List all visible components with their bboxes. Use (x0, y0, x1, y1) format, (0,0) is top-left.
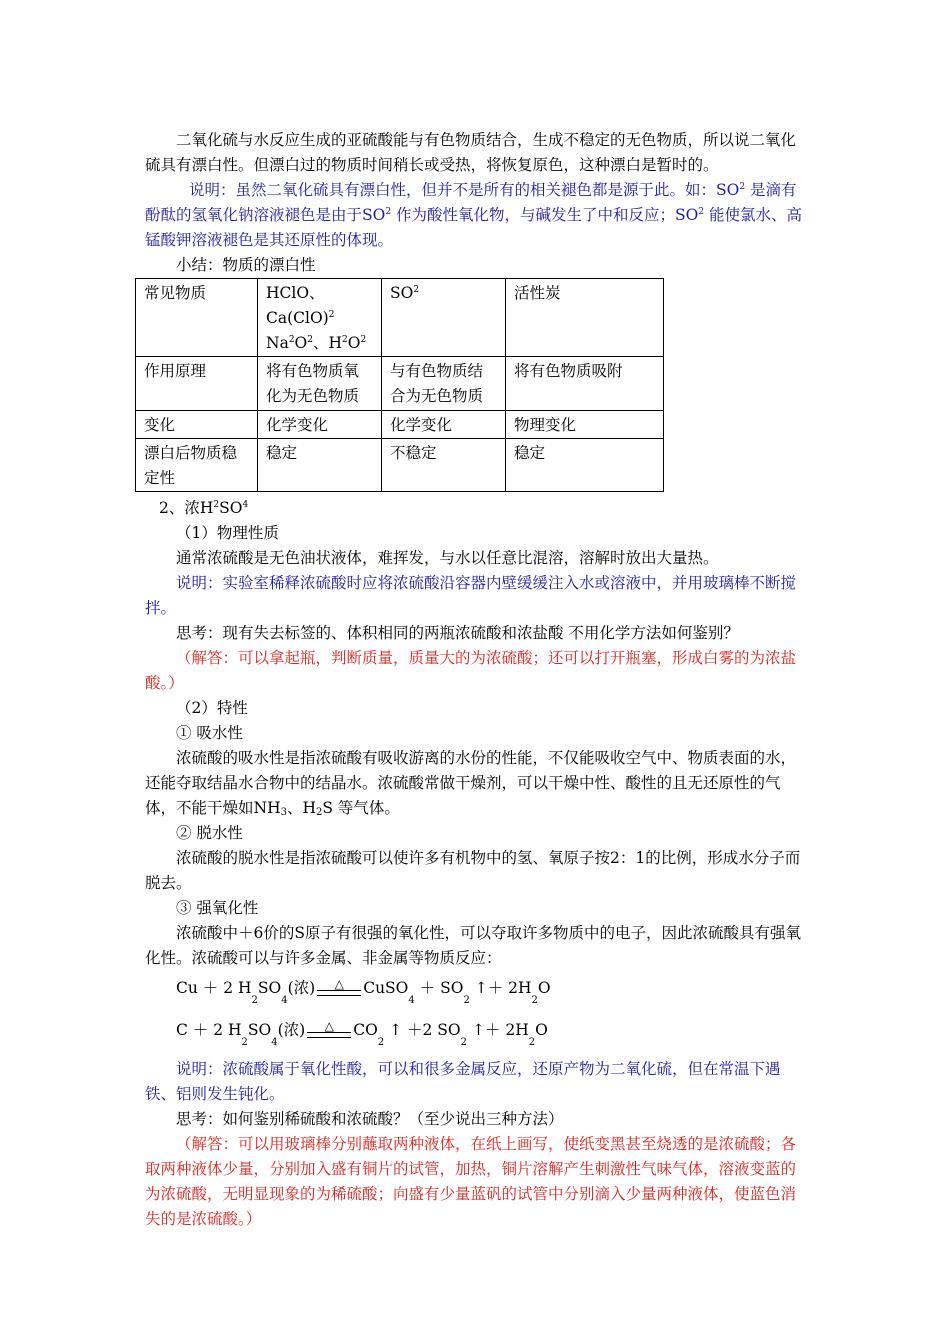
note-dilution: 说明：实验室稀释浓硫酸时应将浓硫酸沿容器内壁缓缓注入水或溶液中，并用玻璃棒不断搅拌。 (145, 574, 797, 617)
table-cell: 物理变化 (506, 411, 664, 439)
table-cell: 不稳定 (382, 439, 506, 492)
table-row (136, 279, 664, 357)
summary-heading: 小结：物质的漂白性 (176, 256, 316, 274)
subheading-physical: （1）物理性质 (176, 524, 279, 542)
table-row (136, 357, 664, 411)
table-cell: 作用原理 (136, 357, 258, 411)
bleaching-table (135, 278, 664, 492)
subheading-oxidizing: ③ 强氧化性 (176, 899, 259, 917)
table-cell: 稳定 (506, 439, 664, 492)
table-row (136, 411, 664, 439)
question-2: 思考：如何鉴别稀硫酸和浓硫酸？（至少说出三种方法） (176, 1110, 564, 1128)
paragraph-oxidizing: 浓硫酸中＋6价的S原子有很强的氧化性，可以夺取许多物质中的电子，因此浓硫酸具有强氧化性。浓硫酸可以与许多金属、非金属等物质反应： (145, 924, 801, 967)
table-cell: 活性炭 (506, 279, 664, 357)
paragraph-water-absorption: 浓硫酸的吸水性是指浓硫酸有吸收游离的水份的性能，不仅能吸收空气中、物质表面的水，还能夺取结晶水合物中的结晶水。浓硫酸常做干燥剂，可以干燥中性、酸性的且无还原性的气体，不能干燥如$NH_3$、$H_2S$ 等气体。 (145, 749, 797, 818)
paragraph-so2-bleaching: 二氧化硫与水反应生成的亚硫酸能与有色物质结合，生成不稳定的无色物质，所以说二氧化硫具有漂白性。但漂白过的物质时间稍长或受热，将恢复原色，这种漂白是暂时的。 (145, 131, 797, 174)
paragraph-dehydration: 浓硫酸的脱水性是指浓硫酸可以使许多有机物中的氢、氧原子按2：1的比例，形成水分子而脱去。 (145, 849, 801, 892)
equation-c: C ＋ 2 H 2 SO 4 (浓) △ CO 2 ↑ ＋2 SO 2 ↑＋ 2H 2 O (176, 1019, 548, 1048)
table-row (136, 439, 664, 492)
note-so2-decolor: 说明：虽然二氧化硫具有漂白性，但并不是所有的相关褪色都是源于此。如：$SO^2$ 是滴有酚酞的氢氧化钠溶液褪色是由于$SO^2$ 作为酸性氧化物，与碱发生了中和反应；$SO^2$ 能使氯水、高锰酸钾溶液褪色是其还原性的体现。 (145, 181, 802, 249)
subheading-water-absorption: ① 吸水性 (176, 724, 243, 742)
subheading-dehydration: ② 脱水性 (176, 824, 243, 842)
table-cell: 常见物质 (136, 279, 258, 357)
table-cell: 稳定 (258, 439, 382, 492)
table-cell: 漂白后物质稳定性 (136, 439, 258, 492)
answer-2: （解答：可以用玻璃棒分别蘸取两种液体，在纸上画写，使纸变黑甚至烧透的是浓硫酸；各取两种液体少量，分别加入盛有铜片的试管，加热，铜片溶解产生刺激性气味气体，溶液变蓝的为浓硫酸，无明显现象的为稀硫酸；向盛有少量蓝矾的试管中分别滴入少量两种液体，使蓝色消失的是浓硫酸。） (145, 1135, 797, 1228)
paragraph-physical: 通常浓硫酸是无色油状液体，难挥发，与水以任意比混溶，溶解时放出大量热。 (176, 549, 719, 567)
equation-cu: Cu ＋ 2 H 2 SO 4 (浓) △ CuSO 4 ＋ SO 2 ↑＋ 2H 2 O (176, 977, 551, 1006)
table-cell: 将有色物质吸附 (506, 357, 664, 411)
table-cell: HClO、Ca(ClO)$^2$ $Na^2O^2$、$H^2O^2$ (258, 279, 382, 357)
document-page (145, 128, 810, 1232)
subheading-properties: （2）特性 (176, 699, 248, 717)
heat-condition-icon: △ (317, 978, 361, 1001)
table-cell: $SO^2$ (382, 279, 506, 357)
table-cell: 化学变化 (258, 411, 382, 439)
section-heading-h2so4: 2、浓$H^2SO^4$ (159, 499, 249, 517)
note-passivation: 说明：浓硫酸属于氧化性酸，可以和很多金属反应，还原产物为二氧化硫，但在常温下遇铁、铝则发生钝化。 (145, 1060, 781, 1103)
table-cell: 与有色物质结合为无色物质 (382, 357, 506, 411)
table-cell: 将有色物质氧化为无色物质 (258, 357, 382, 411)
answer-1: （解答：可以拿起瓶，判断质量，质量大的为浓硫酸；还可以打开瓶塞，形成白雾的为浓盐酸。） (145, 649, 797, 692)
table-cell: 化学变化 (382, 411, 506, 439)
question-1: 思考：现有失去标签的、体积相同的两瓶浓硫酸和浓盐酸 不用化学方法如何鉴别？ (176, 624, 739, 642)
heat-condition-icon: △ (307, 1020, 351, 1043)
table-cell: 变化 (136, 411, 258, 439)
